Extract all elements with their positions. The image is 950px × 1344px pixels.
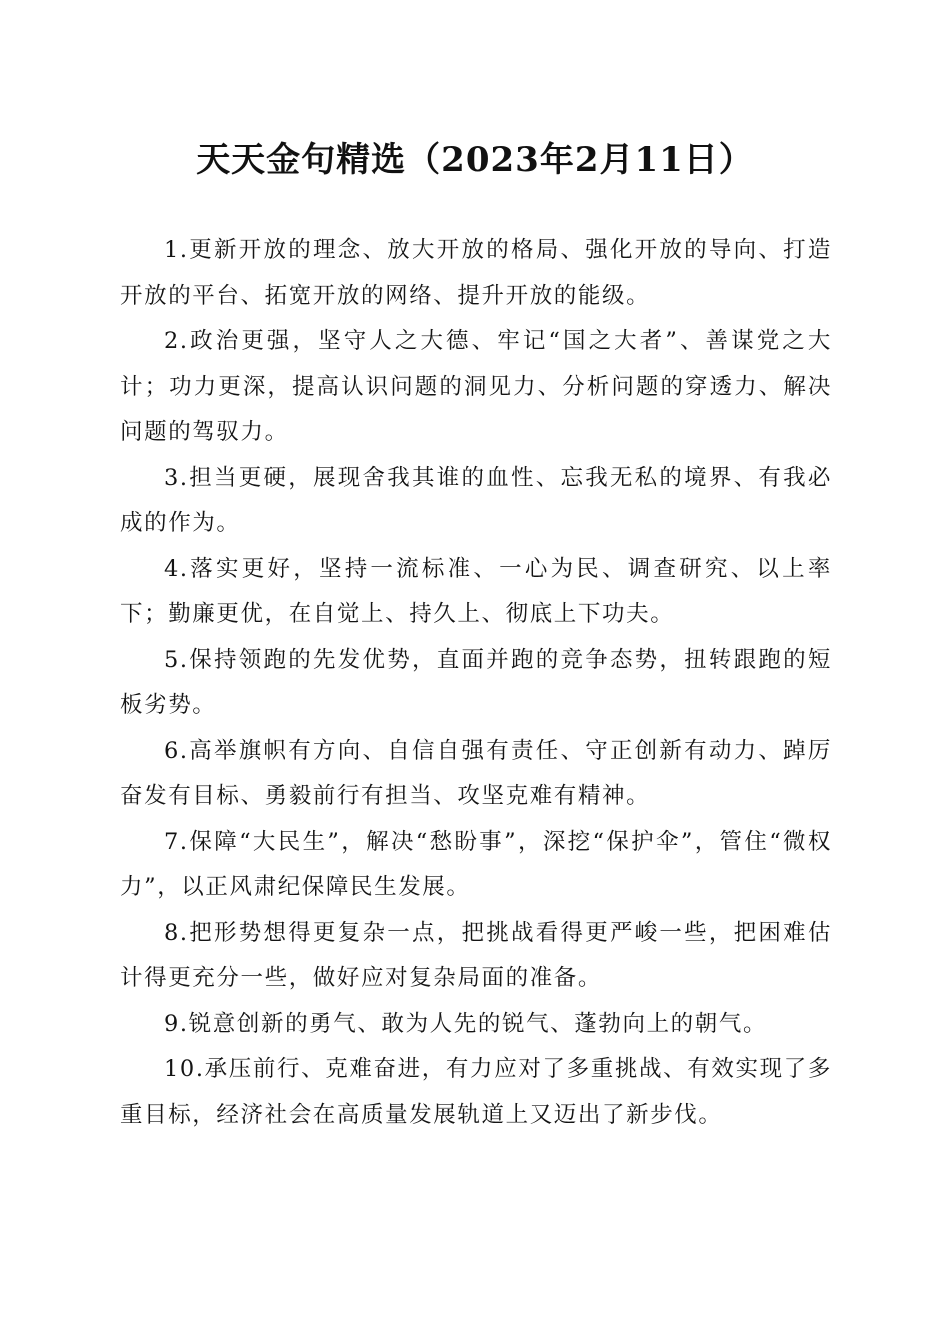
quote-paragraph-7: 7.保障“大民生”，解决“愁盼事”，深挖“保护伞”，管住“微权力”，以正风肃纪保障民生发展。: [120, 828, 832, 900]
quote-paragraph-1: 1.更新开放的理念、放大开放的格局、强化开放的导向、打造开放的平台、拓宽开放的网络、提升开放的能级。: [120, 237, 832, 309]
quote-paragraph-6: 6.高举旗帜有方向、自信自强有责任、守正创新有动力、踔厉奋发有目标、勇毅前行有担当、攻坚克难有精神。: [120, 737, 832, 809]
document-title: 天天金句精选（2023年2月11日）: [196, 140, 754, 180]
quote-paragraph-3: 3.担当更硬，展现舍我其谁的血性、忘我无私的境界、有我必成的作为。: [120, 464, 832, 536]
quote-paragraph-9: 9.锐意创新的勇气、敢为人先的锐气、蓬勃向上的朝气。: [164, 1010, 768, 1037]
quote-paragraph-2: 2.政治更强，坚守人之大德、牢记“国之大者”、善谋党之大计；功力更深，提高认识问题的洞见力、分析问题的穿透力、解决问题的驾驭力。: [120, 328, 832, 445]
quote-paragraph-10: 10.承压前行、克难奋进，有力应对了多重挑战、有效实现了多重目标，经济社会在高质量发展轨道上又迈出了新步伐。: [120, 1056, 832, 1128]
document-body: [120, 228, 832, 1138]
quote-paragraph-4: 4.落实更好，坚持一流标准、一心为民、调查研究、以上率下；勤廉更优，在自觉上、持久上、彻底上下功夫。: [120, 555, 832, 627]
quote-paragraph-8: 8.把形势想得更复杂一点，把挑战看得更严峻一些，把困难估计得更充分一些，做好应对复杂局面的准备。: [120, 919, 832, 991]
quote-paragraph-5: 5.保持领跑的先发优势，直面并跑的竞争态势，扭转跟跑的短板劣势。: [120, 646, 832, 718]
